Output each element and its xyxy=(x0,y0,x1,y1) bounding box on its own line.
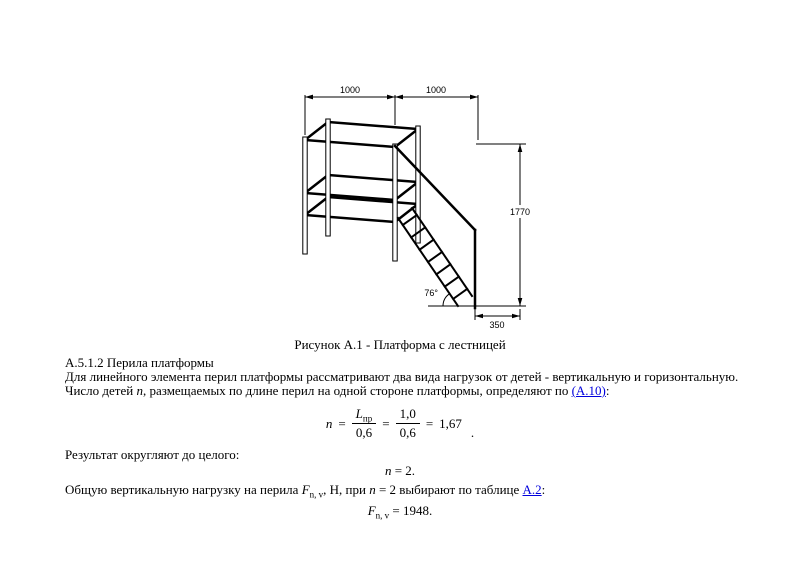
var-F-sub: n, v xyxy=(309,489,324,500)
para2-mid: , размещаемых по длине перил на одной стороне платформы, определяют по xyxy=(142,383,572,398)
formula1-frac1 xyxy=(352,406,377,441)
paragraph-load-types: Для линейного элемента перил платформы рассматривают два вида нагрузок от детей - вертикальную и горизонтальную. xyxy=(65,369,739,384)
para4-pre: Общую вертикальную нагрузку на перила xyxy=(65,482,302,497)
formula3-sub: n, v xyxy=(375,510,390,521)
platform-with-stairs-drawing xyxy=(280,82,580,334)
para4-mid: , Н, при xyxy=(323,482,370,497)
formula1-den1: 0,6 xyxy=(355,425,373,440)
formula1-frac2 xyxy=(396,406,420,441)
link-a2[interactable]: А.2 xyxy=(522,482,542,497)
figure-caption: Рисунок А.1 - Платформа с лестницей xyxy=(294,337,506,352)
formula-n-result xyxy=(0,463,800,479)
formula1-var: n xyxy=(325,415,333,431)
var-F: F xyxy=(301,482,310,497)
paragraph-rounding: Результат округляют до целого: xyxy=(65,447,240,462)
formula3-var: F xyxy=(367,503,376,518)
formula2-rest: = 2. xyxy=(391,463,416,478)
link-a10[interactable]: (А.10) xyxy=(571,383,606,398)
formula2-var: n xyxy=(384,463,392,478)
section-heading: А.5.1.2 Перила платформы xyxy=(65,355,214,370)
dimension-top xyxy=(305,85,478,140)
paragraph-children-count xyxy=(65,384,770,398)
formula1-eq3: = xyxy=(425,415,434,431)
formula1-period: . xyxy=(470,425,475,440)
formula3-rest: = 1948. xyxy=(389,503,433,518)
dim-label-350: 350 xyxy=(489,320,505,330)
dim-label-1000-right: 1000 xyxy=(425,85,447,95)
dimension-offset xyxy=(475,309,520,330)
formula1-eq2: = xyxy=(382,415,390,431)
formula1-den2: 0,6 xyxy=(399,425,416,440)
para4-var-n: n xyxy=(369,482,376,497)
formula-children-count xyxy=(0,406,800,441)
formula1-num2: 1,0 xyxy=(396,406,420,424)
para4-mid2: = 2 выбирают по таблице xyxy=(375,482,523,497)
para4-post: : xyxy=(541,482,546,497)
formula-load-result xyxy=(0,503,800,519)
para2-pre: Число детей xyxy=(65,383,137,398)
paragraph-vertical-load xyxy=(65,482,770,500)
dim-label-1770: 1770 xyxy=(509,207,531,217)
platform-frame xyxy=(305,122,418,222)
formula1-num1-sub: пр xyxy=(362,413,373,424)
var-n: n xyxy=(136,383,143,398)
angle-label-76: 76° xyxy=(424,288,438,298)
dim-label-1000-left: 1000 xyxy=(339,85,361,95)
figure-platform-drawing xyxy=(280,82,580,334)
para2-post: : xyxy=(605,383,610,398)
formula1-result: 1,67 xyxy=(439,415,462,431)
angle-annotation xyxy=(424,288,449,306)
formula1-eq1: = xyxy=(338,415,346,431)
formula1-num1: L xyxy=(355,406,363,421)
